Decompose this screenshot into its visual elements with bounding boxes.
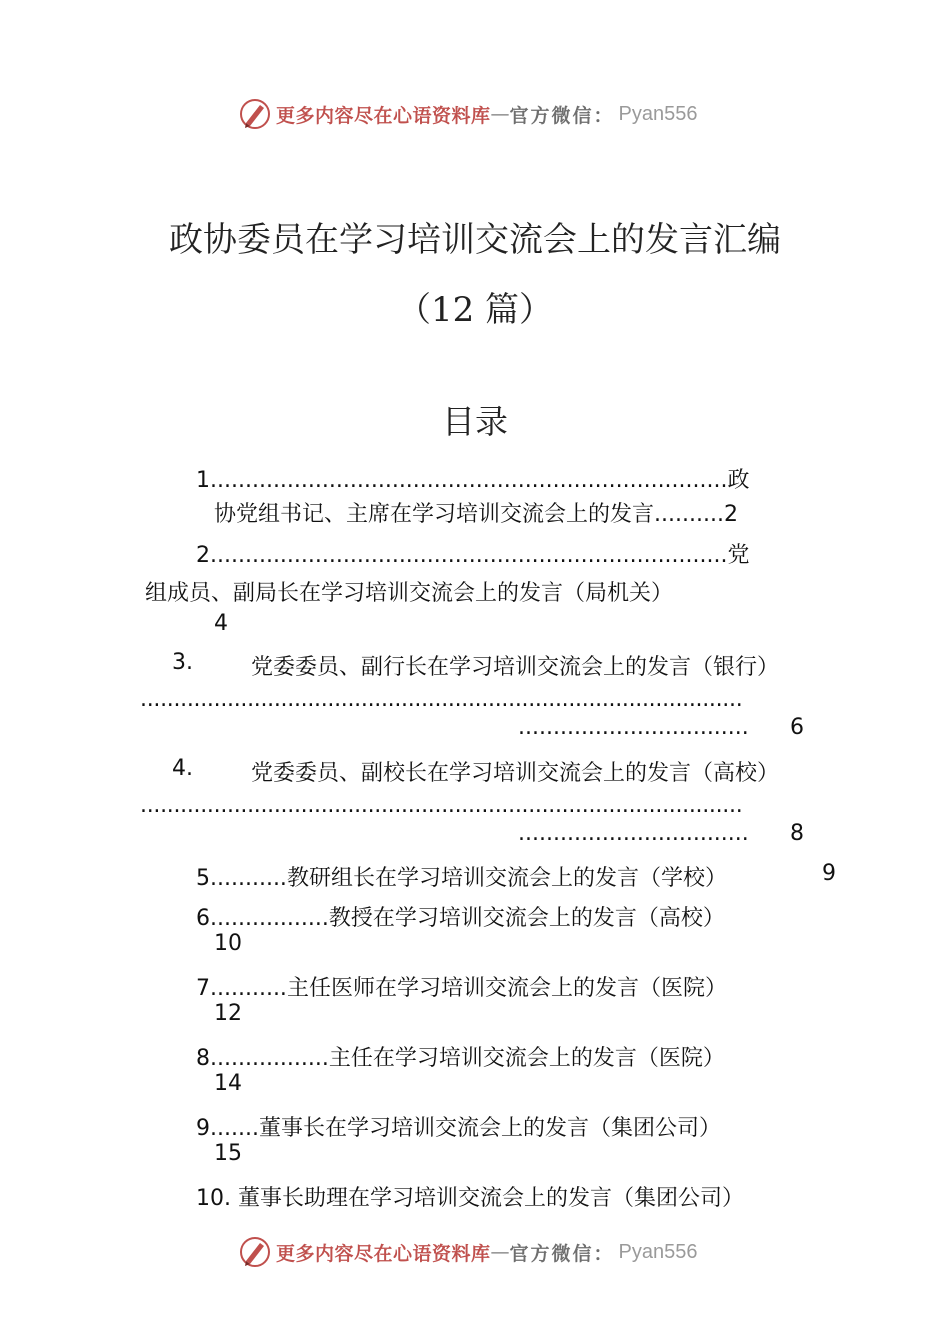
watermark-brand: 更多内容尽在心语资料库 bbox=[276, 104, 491, 127]
watermark-account: Pyan556 bbox=[618, 102, 698, 125]
toc-page-number: 2 bbox=[723, 502, 738, 527]
toc-item-3-dots2: ................................. bbox=[518, 715, 749, 740]
toc-item-4-number: 4. bbox=[172, 756, 193, 781]
toc-item-6-page: 10 bbox=[214, 931, 242, 956]
toc-leader-dots: ....... bbox=[210, 1116, 259, 1141]
toc-item-1-line2[interactable] bbox=[214, 497, 738, 528]
toc-leader-dots: ................. bbox=[210, 1046, 329, 1071]
toc-item-8-page: 14 bbox=[214, 1071, 242, 1096]
toc-leader-dots: ................. bbox=[210, 906, 329, 931]
toc-item-text: 主任在学习培训交流会上的发言（医院） bbox=[328, 1046, 725, 1071]
toc-item-number: 9 bbox=[196, 1116, 210, 1141]
toc-item-8[interactable] bbox=[196, 1041, 725, 1072]
document-title: 政协委员在学习培训交流会上的发言汇编 bbox=[169, 220, 781, 260]
toc-item-3-number: 3. bbox=[172, 650, 193, 675]
watermark-account: Pyan556 bbox=[618, 1240, 698, 1263]
toc-item-number: 5 bbox=[196, 866, 210, 891]
header-watermark bbox=[238, 96, 698, 132]
toc-item-text: 组成员、副局长在学习培训交流会上的发言（局机关） bbox=[145, 581, 674, 606]
toc-item-number: 6 bbox=[196, 906, 210, 931]
watermark-dash: — bbox=[490, 1241, 510, 1263]
toc-item-7[interactable] bbox=[196, 971, 727, 1002]
toc-item-text: 教授在学习培训交流会上的发言（高校） bbox=[328, 906, 725, 931]
toc-item-2-line2[interactable] bbox=[145, 576, 673, 607]
toc-item-2-page: 4 bbox=[214, 611, 228, 636]
toc-item-10[interactable] bbox=[196, 1181, 744, 1212]
toc-item-number: 7 bbox=[196, 976, 210, 1001]
toc-item-text: 政 bbox=[727, 468, 750, 493]
watermark-dash: — bbox=[490, 103, 510, 125]
toc-item-text: 主任医师在学习培训交流会上的发言（医院） bbox=[286, 976, 727, 1001]
toc-item-3-page: 6 bbox=[790, 715, 804, 740]
toc-item-9[interactable] bbox=[196, 1111, 721, 1142]
toc-item-number: 1 bbox=[196, 468, 210, 493]
toc-item-9-page: 15 bbox=[214, 1141, 242, 1166]
pen-logo-icon bbox=[238, 97, 272, 131]
toc-item-4-text[interactable]: 党委委员、副校长在学习培训交流会上的发言（高校） bbox=[251, 761, 780, 786]
toc-item-3-dots: .......................................................................................... bbox=[140, 687, 743, 712]
toc-item-text: 董事长在学习培训交流会上的发言（集团公司） bbox=[258, 1116, 721, 1141]
watermark-label: 官方微信： bbox=[509, 1242, 615, 1265]
toc-leader-dots: .......................................................................... bbox=[210, 468, 728, 493]
toc-item-text: 教研组长在学习培训交流会上的发言（学校） bbox=[286, 866, 727, 891]
pen-logo-icon bbox=[238, 1235, 272, 1269]
toc-item-4-page: 8 bbox=[790, 821, 804, 846]
toc-item-text: 董事长助理在学习培训交流会上的发言（集团公司） bbox=[238, 1186, 745, 1211]
toc-item-4-dots: .......................................................................................... bbox=[140, 793, 743, 818]
document-subtitle: （12 篇） bbox=[396, 290, 554, 330]
toc-item-number: 2 bbox=[196, 543, 210, 568]
watermark-brand: 更多内容尽在心语资料库 bbox=[276, 1242, 491, 1265]
watermark-label: 官方微信： bbox=[509, 104, 615, 127]
toc-leader-dots: .......................................................................... bbox=[210, 543, 728, 568]
toc-heading: 目录 bbox=[442, 402, 508, 441]
toc-item-number: 10. bbox=[196, 1186, 231, 1211]
toc-item-1-line1[interactable] bbox=[196, 463, 750, 494]
toc-item-2-line1[interactable] bbox=[196, 538, 750, 569]
toc-leader-dots: ........... bbox=[210, 976, 287, 1001]
toc-item-text: 协党组书记、主席在学习培训交流会上的发言 bbox=[214, 502, 655, 527]
toc-item-6[interactable] bbox=[196, 901, 725, 932]
footer-watermark bbox=[238, 1234, 698, 1270]
toc-leader-dots: ........... bbox=[210, 866, 287, 891]
toc-item-5-page: 9 bbox=[822, 861, 836, 886]
toc-leader-dots: .......... bbox=[654, 502, 724, 527]
toc-item-3-text[interactable]: 党委委员、副行长在学习培训交流会上的发言（银行） bbox=[251, 655, 780, 680]
toc-item-text: 党 bbox=[727, 543, 750, 568]
toc-item-5[interactable] bbox=[196, 861, 727, 892]
toc-item-number: 8 bbox=[196, 1046, 210, 1071]
toc-item-7-page: 12 bbox=[214, 1001, 242, 1026]
toc-item-4-dots2: ................................. bbox=[518, 821, 749, 846]
